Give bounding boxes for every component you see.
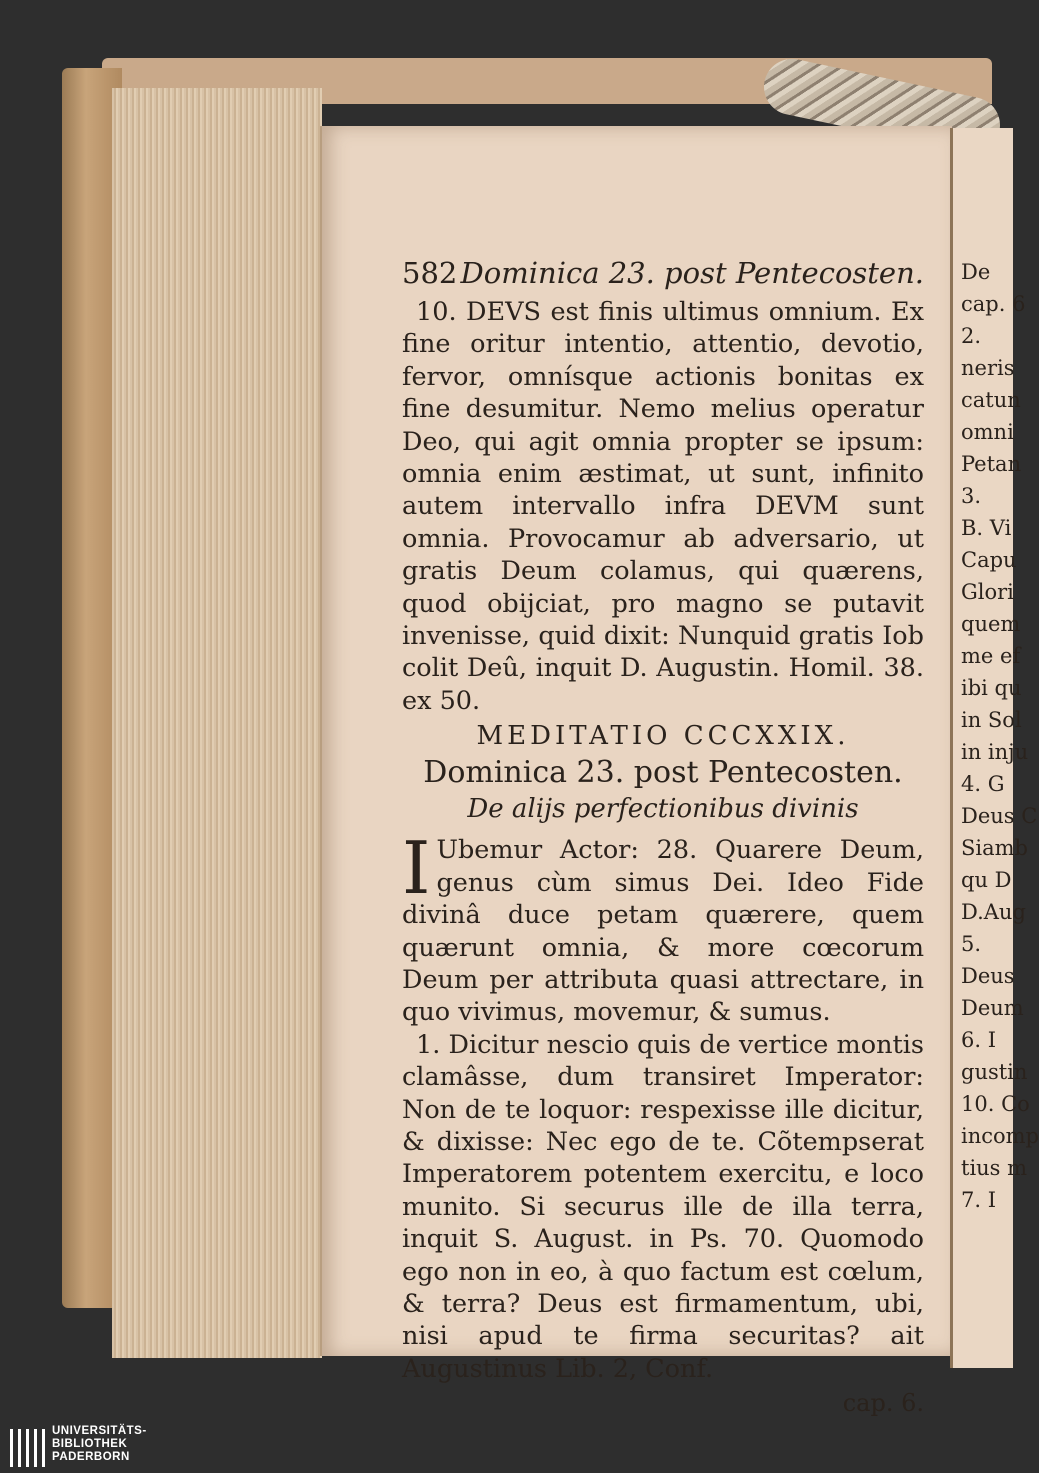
paragraph-intro-text: Ubemur Actor: 28. Quarere Deum, genus cùm simus Dei. Ideo Fide divinâ duce petam quærere, quem quærunt omnia, & more cœcorum Deum per attributa quasi attrectare, in quo vivimus, movemur, & sumus. (402, 835, 924, 1028)
right-page-line: in inju (961, 740, 1029, 764)
library-footer (0, 1422, 1000, 1473)
right-page-line: 3. (961, 484, 982, 508)
right-page-line: tius m (961, 1156, 1028, 1180)
section-heading: Dominica 23. post Pentecosten. (423, 755, 903, 791)
right-page-line: Siamb (961, 836, 1028, 860)
library-name (52, 1425, 147, 1464)
library-logo-icon (10, 1429, 46, 1467)
right-page-line: qu D (961, 868, 1012, 892)
paragraph-intro (402, 826, 924, 1028)
right-page-line: ibi qu (961, 676, 1022, 700)
library-name-line2: BIBLIOTHEK (52, 1438, 128, 1450)
right-page-line: catun (961, 388, 1021, 412)
catchword: cap. 6. (842, 1389, 924, 1418)
page-text (402, 256, 924, 1417)
right-page-line: quem (961, 612, 1021, 636)
right-page-line: cap. 6 (961, 292, 1026, 316)
right-page-line: Capu (961, 548, 1017, 572)
meditatio-heading: MEDITATIO CCCXXIX. (476, 721, 850, 752)
right-page-line: neris (961, 356, 1015, 380)
right-page-line: Glori (961, 580, 1014, 604)
right-page-line: Deus C (961, 804, 1038, 828)
drop-cap: I (402, 826, 431, 911)
running-title: Dominica 23. post Pentecosten. (460, 256, 924, 290)
book (62, 58, 1039, 1418)
left-page (320, 126, 952, 1418)
library-name-line1: UNIVERSITÄTS- (52, 1425, 147, 1437)
right-page-line: incomp (961, 1124, 1039, 1148)
page-edges (112, 88, 322, 1358)
right-page-fragment (950, 128, 1039, 1368)
page-number: 582 (402, 256, 458, 290)
right-page-line: 7. I (961, 1188, 997, 1212)
right-page-line: gustin (961, 1060, 1028, 1084)
paragraph-10: 10. DEVS est finis ultimus omnium. Ex fine oritur intentio, attentio, devotio, fervor, omnísque actionis bonitas ex fine desumitur. Nemo melius operatur Deo, qui agit omnia propter se ipsum: omnia enim æstimat, ut sunt, infinito autem intervallo infra DEVM sunt omnia. Provocamur ab adversario, ut gratis Deum colamus, qui quærens, quod obijciat, pro magno se putavit invenisse, quid dixit: Nunquid gratis Iob colit Deû, inquit D. Augustin. Homil. 38. ex 50. (402, 297, 924, 716)
right-page-line: 4. G (961, 772, 1005, 796)
right-page-line: De (961, 260, 991, 284)
right-page-line: 10. Co (961, 1092, 1030, 1116)
right-page-line: omni (961, 420, 1014, 444)
right-page-line: me ef (961, 644, 1021, 668)
right-page-line: D.Aug (961, 900, 1026, 924)
right-page-line: Deum (961, 996, 1024, 1020)
right-page-line: Deus (961, 964, 1015, 988)
running-head (402, 256, 924, 290)
right-page-line: 5. (961, 932, 982, 956)
section-subheading: De alijs perfectionibus divinis (467, 794, 859, 825)
right-page-line: 6. I (961, 1028, 997, 1052)
library-name-line3: PADERBORN (52, 1451, 130, 1463)
paragraph-1: 1. Dicitur nescio quis de vertice montis clamâsse, dum transiret Imperator: Non de te loquor: respexisse ille dicitur, & dixisse: Nec ego de te. Cõtempserat Imperatorem potentem exercitu, e loco munito. Si securus ille de illa terra, inquit S. August. in Ps. 70. Quomodo ego non in eo, à quo factum est cœlum, & terra? Deus est firmamentum, ubi, nisi apud te firma securitas? ait Augustinus Lib. 2, Conf. (402, 1029, 924, 1384)
right-page-line: 2. (961, 324, 982, 348)
right-page-line: B. Vi (961, 516, 1012, 540)
right-page-text (961, 256, 1039, 1216)
right-page-line: in Sol (961, 708, 1022, 732)
right-page-line: Petan (961, 452, 1022, 476)
